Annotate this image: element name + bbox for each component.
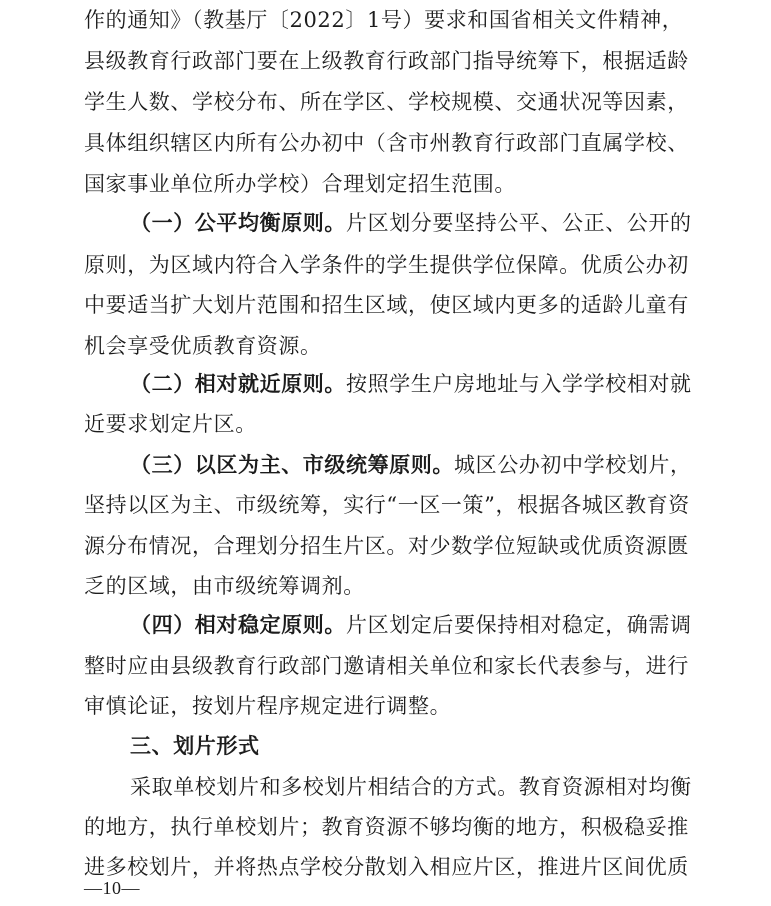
principle-three-title: （三）以区为主、市级统筹原则。 bbox=[130, 452, 454, 477]
page-number: —10— bbox=[84, 878, 140, 898]
paragraph-line: 坚持以区为主、市级统筹，实行“一区一策”，根据各城区教育资 bbox=[84, 493, 690, 517]
paragraph-line: 县级教育行政部门要在上级教育行政部门指导统筹下，根据适龄 bbox=[84, 49, 689, 73]
principle-two bbox=[130, 371, 730, 397]
principle-four-text: 片区划定后要保持相对稳定，确需调 bbox=[346, 613, 692, 637]
paragraph-line: 乏的区域，由市级统筹调剂。 bbox=[84, 574, 365, 598]
paragraph-line: 学生人数、学校分布、所在学区、学校规模、交通状况等因素， bbox=[84, 90, 689, 114]
paragraph-line: 国家事业单位所办学校）合理划定招生范围。 bbox=[84, 172, 516, 196]
principle-one bbox=[130, 210, 730, 236]
paragraph-line: 源分布情况，合理划分招生片区。对少数学位短缺或优质资源匮 bbox=[84, 534, 689, 558]
paragraph-line: 原则，为区域内符合入学条件的学生提供学位保障。优质公办初 bbox=[84, 253, 689, 277]
paragraph-line: 中要适当扩大划片范围和招生区域，使区域内更多的适龄儿童有 bbox=[84, 293, 689, 317]
principle-two-title: （二）相对就近原则。 bbox=[130, 371, 346, 396]
section-heading: 三、划片形式 bbox=[130, 734, 260, 758]
paragraph-line: 的地方，执行单校划片；教育资源不够均衡的地方，积极稳妥推 bbox=[84, 815, 689, 839]
paragraph-line: 整时应由县级教育行政部门邀请相关单位和家长代表参与，进行 bbox=[84, 654, 689, 678]
principle-two-text: 按照学生户房地址与入学学校相对就 bbox=[346, 372, 692, 396]
paragraph-line: 采取单校划片和多校划片相结合的方式。教育资源相对均衡 bbox=[130, 775, 692, 799]
paragraph-line: 机会享受优质教育资源。 bbox=[84, 334, 322, 358]
principle-three-text: 城区公办初中学校划片， bbox=[454, 453, 692, 477]
paragraph-line: 审慎论证，按划片程序规定进行调整。 bbox=[84, 694, 452, 718]
paragraph-line: 作的通知》（教基厅〔2022〕1号）要求和国省相关文件精神， bbox=[84, 8, 684, 32]
principle-one-text: 片区划分要坚持公平、公正、公开的 bbox=[346, 211, 692, 235]
paragraph-line: 近要求划定片区。 bbox=[84, 412, 257, 436]
paragraph-line: 具体组织辖区内所有公办初中（含市州教育行政部门直属学校、 bbox=[84, 131, 689, 155]
principle-four-title: （四）相对稳定原则。 bbox=[130, 612, 346, 637]
paragraph-line: 进多校划片，并将热点学校分散划入相应片区，推进片区间优质 bbox=[84, 855, 689, 879]
principle-four bbox=[130, 612, 730, 638]
principle-one-title: （一）公平均衡原则。 bbox=[130, 210, 346, 235]
principle-three bbox=[130, 452, 730, 478]
